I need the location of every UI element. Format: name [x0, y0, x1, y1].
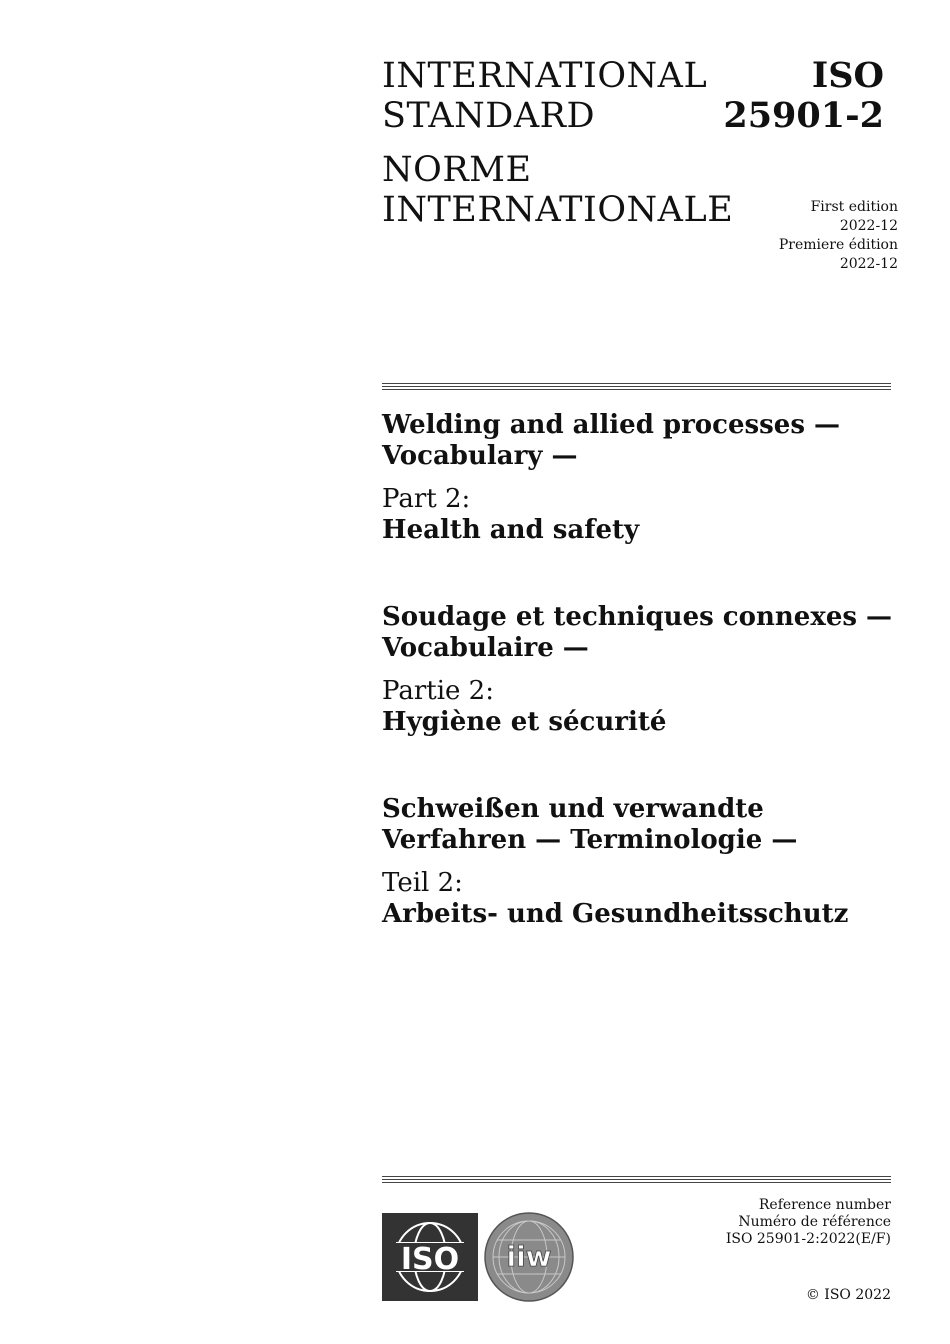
edition-en-label: First edition [810, 199, 898, 215]
iso-number: 25901-2 [723, 95, 884, 136]
reference-fr-label: Numéro de référence [738, 1214, 891, 1230]
header-line-standard: STANDARD [382, 96, 596, 136]
bottom-rule [382, 1176, 891, 1185]
iso-logo [382, 1213, 478, 1301]
title-fr-main1: Soudage et techniques connexes — [382, 602, 893, 632]
title-fr-part: Partie 2: [382, 676, 494, 706]
header-line-international: INTERNATIONAL [382, 56, 708, 96]
title-de [382, 794, 848, 930]
title-fr-subtitle: Hygiène et sécurité [382, 707, 667, 737]
iiw-logo [484, 1212, 574, 1302]
iso-logo-text: ISO [400, 1242, 460, 1277]
title-de-main2: Verfahren — Terminologie — [382, 825, 798, 855]
edition-fr-label: Premiere édition [778, 237, 898, 253]
title-en [382, 410, 840, 546]
title-fr [382, 602, 892, 738]
copyright: © ISO 2022 [805, 1287, 891, 1303]
title-fr-main2: Vocabulaire — [382, 633, 589, 663]
header-line-norme: NORME [382, 150, 532, 190]
top-rule [382, 383, 891, 392]
iso-logo-graphic [382, 1213, 478, 1301]
title-de-main1: Schweißen und verwandte [382, 794, 764, 824]
title-en-main1: Welding and allied processes — [382, 410, 841, 440]
edition-block [779, 198, 898, 274]
title-en-main2: Vocabulary — [382, 441, 578, 471]
title-de-subtitle: Arbeits- und Gesundheitsschutz [382, 899, 849, 929]
title-de-part: Teil 2: [382, 868, 463, 898]
reference-en-label: Reference number [758, 1197, 891, 1213]
edition-en-date: 2022-12 [839, 218, 898, 234]
edition-fr-date: 2022-12 [839, 256, 898, 272]
reference-number: ISO 25901-2:2022(E/F) [725, 1231, 891, 1247]
iiw-logo-graphic [484, 1212, 574, 1302]
iiw-logo-text: iiw [506, 1240, 552, 1273]
reference-block [726, 1197, 891, 1248]
title-en-part: Part 2: [382, 484, 471, 514]
title-en-subtitle: Health and safety [382, 515, 640, 545]
header-line-internationale: INTERNATIONALE [382, 190, 734, 230]
iso-prefix: ISO [811, 55, 884, 96]
